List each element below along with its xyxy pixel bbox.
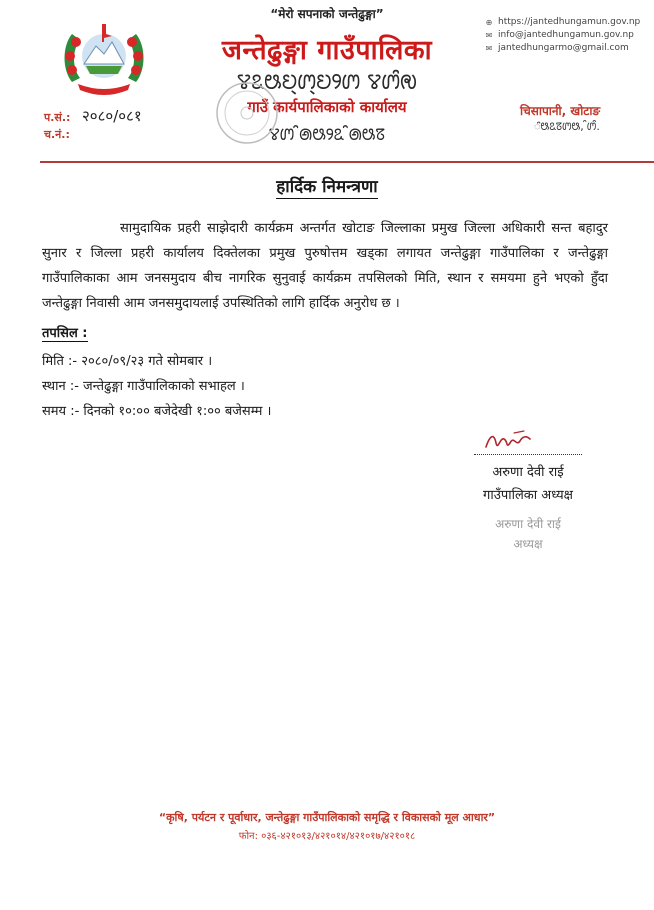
contact-website-text[interactable]: https://jantedhungamun.gov.np	[498, 17, 641, 27]
office-name: जन्तेढुङ्गा गाउँपालिका	[221, 35, 433, 66]
signature-line	[474, 454, 582, 455]
detail-date: मिति :- २०८०/०९/२३ गते सोमबार ।	[42, 354, 213, 369]
footer-phone: फोन: ०३६-४२१०१३/४२१०१४/४२१०१७/४२१०१८	[238, 831, 416, 842]
detail-time: समय :- दिनको १०:०० बजेदेखी १:०० बजेसम्म ।	[42, 404, 272, 419]
detail-venue: स्थान :- जन्तेढुङ्गा गाउँपालिकाको सभाहल ।	[42, 379, 245, 394]
dispatch-number-label: च.नं.:	[44, 128, 70, 141]
seal-title: अध्यक्ष	[513, 537, 543, 551]
header-divider	[40, 161, 654, 163]
globe-icon: ⊕	[485, 17, 493, 27]
handwritten-signature	[484, 425, 534, 455]
office-location-alt-script: ꢶꢰꢣꢿꢩꢰ, ꢶꢩꢶ.	[534, 120, 600, 133]
office-name-alt-script: ꢮꢣꢰꢤ꣄ꢩ꣄ꢤꢾꢩ ꢮꢩꢶꢯ	[236, 70, 418, 95]
mail-icon: ✉	[485, 43, 493, 53]
top-slogan: “मेरो सपनाको जन्तेढुङ्गा”	[270, 7, 384, 21]
office-subtitle-alt-script: ꢮꢩ ꢶꢠꢰꢾꢣ ꢶꢠꢰꢿ	[268, 125, 386, 145]
details-heading	[42, 323, 88, 341]
invitation-body: सामुदायिक प्रहरी साझेदारी कार्यक्रम अन्तर्गत खोटाङ जिल्लाका प्रमुख जिल्ला अधिकारी सन्त बहादुर सुनार र जिल्ला प्रहरी कार्यालय दिक्तेलका प्रमुख पुरुषोत्तम खड्का लगायत जन्तेढुङ्गा गाउँपालिका र जन्तेढुङ्गा गाउँपालिकाका आम जनसमुदाय बीच नागरिक सुनुवाई कार्यक्रम तपसिलको मिति, स्थान र समयमा हुने भएको हुँदा जन्तेढुङ्गा निवासी आम जनसमुदायलाई उपस्थितिको लागि हार्दिक अनुरोध छ ।	[42, 221, 608, 311]
signatory-name: अरुणा देवी राई	[492, 465, 564, 480]
reference-number-label: प.सं.:	[44, 111, 71, 124]
document-title	[0, 174, 654, 197]
reference-number-value: २०८०/०८१	[82, 107, 142, 125]
document-title-text: हार्दिक निमन्त्रणा	[276, 177, 378, 197]
contact-email-info-text[interactable]: info@jantedhungamun.gov.np	[498, 30, 634, 40]
seal-name: अरुणा देवी राई	[495, 517, 561, 531]
contact-email-gmail-text[interactable]: jantedhungarmo@gmail.com	[498, 43, 629, 53]
footer-slogan: “कृषि, पर्यटन र पूर्वाधार, जन्तेढुङ्गा गाउँपालिकाको समृद्धि र विकासको मूल आधार”	[158, 811, 496, 824]
contact-email-info	[484, 30, 634, 40]
signatory-seal	[458, 514, 598, 554]
contact-email-gmail	[484, 43, 629, 53]
office-subtitle: गाउँ कार्यपालिकाको कार्यालय	[247, 98, 407, 116]
office-location: चिसापानी, खोटाङ	[520, 104, 601, 118]
signatory-title: गाउँपालिका अध्यक्ष	[483, 488, 573, 503]
contact-website	[484, 17, 640, 27]
office-stamp-icon	[212, 78, 282, 148]
mail-icon: ✉	[485, 30, 493, 40]
details-heading-text: तपसिल :	[42, 326, 88, 341]
